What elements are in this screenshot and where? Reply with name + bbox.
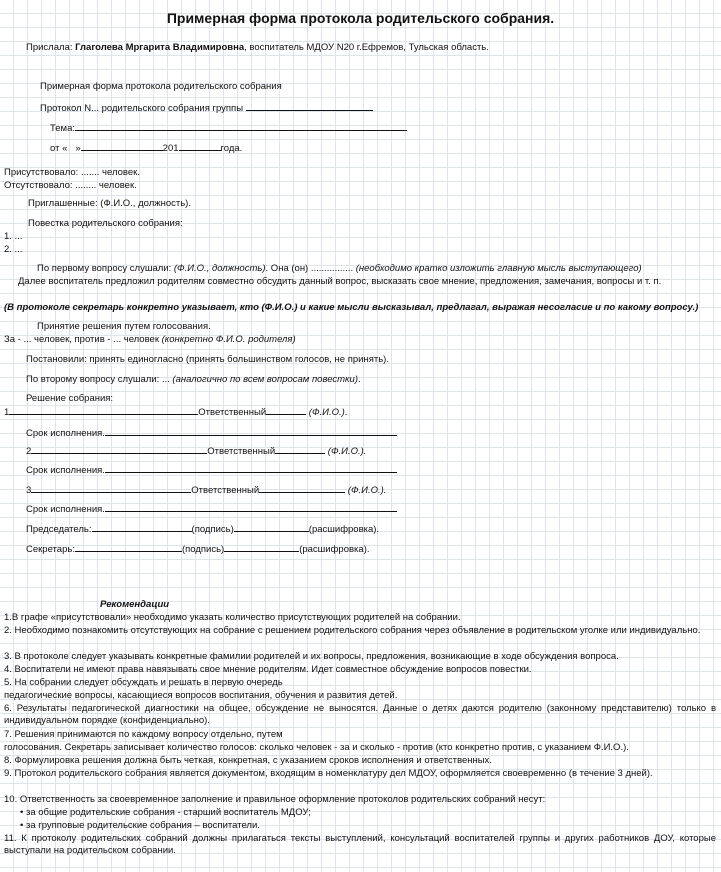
rec-10: 10. Ответственность за своевременное заполнение и правильное оформление протоколов родительских собраний несут: xyxy=(4,794,546,805)
recommendations-heading: Рекомендации xyxy=(100,599,170,610)
group-blank xyxy=(246,101,373,111)
rec-5b: педагогические вопросы, касающиеся вопросов воспитания, обучения и развития детей. xyxy=(4,690,398,701)
rec-1: 1.В графе «присутствовали» необходимо указать количество присутствующих родителей на собрании. xyxy=(4,612,461,623)
date-line xyxy=(50,141,242,155)
date-from: от « xyxy=(50,143,68,154)
theme-line xyxy=(50,121,407,135)
decision-3: 3 Ответственный (Ф.И.О.). xyxy=(26,485,387,496)
second-question: По второму вопросу слушали: ... (аналогично по всем вопросам повестки). xyxy=(26,374,361,385)
rec-3: 3. В протоколе следует указывать конкретные фамилии родителей и их вопросы, предложения, возникающие в ходе обсуждения вопроса. xyxy=(4,651,619,662)
rec-6: 6. Результаты педагогической диагностики на общее, обсуждение не выносятся. Данные о детях даются родителю (законному представителю) только в индивидуальном порядке (конфиденциально). xyxy=(4,703,716,726)
absent-line: Отсутствовало: ........ человек. xyxy=(4,180,137,191)
date-quote: » xyxy=(75,143,81,154)
resolved-line: Постановили: принять единогласно (принять большинством голосов, не принять). xyxy=(26,354,389,365)
agenda-item-1: 1. ... xyxy=(4,231,23,242)
rec-2: 2. Необходимо познакомить отсутствующих на собрание с решением родительского собрания через объявление в родительском уголке или индивидуально. xyxy=(4,625,701,636)
sent-label: Прислала: xyxy=(26,42,73,53)
deadline-1: Срок исполнения. xyxy=(26,426,397,440)
protocol-label: Протокол N... родительского собрания группы xyxy=(40,103,244,114)
first-question-discussion: Далее воспитатель предложил родителям совместно обсудить данный вопрос, высказать свое мнение, предложения, замечания, вопросы и т. п. xyxy=(18,276,662,287)
theme-label: Тема: xyxy=(50,123,76,134)
decision-heading: Решение собрания: xyxy=(26,393,114,404)
rec-11: 11. К протоколу родительских собраний должны прилагаться тексты выступлений, консультаций воспитателей группы и других работников ДОУ, которые выступали на родительском собрании. xyxy=(4,833,716,856)
year-blank xyxy=(179,141,221,151)
decision-2: 2 Ответственный (Ф.И.О.). xyxy=(26,446,367,457)
form-heading: Примерная форма протокола родительского собрания xyxy=(40,81,282,92)
rec-9: 9. Протокол родительского собрания является документом, входящим в номенклатуру дел МДОУ, оформляется своевременно (в течение 3 дней). xyxy=(4,768,653,779)
theme-blank xyxy=(75,121,407,131)
page-title: Примерная форма протокола родительского собрания. xyxy=(166,10,555,26)
author-name: Глаголева Мргарита Владимировна xyxy=(75,42,245,53)
secretary-line: Секретарь: (подпись) (расшифровка). xyxy=(26,544,370,555)
first-question: По первому вопросу слушали: (Ф.И.О., должность). Она (он) ................ (необходимо кратко изложить главную мысль выступающего) xyxy=(37,263,642,274)
rec-10a: • за общие родительские собрания - старший воспитатель МДОУ; xyxy=(20,807,311,818)
agenda-heading: Повестка родительского собрания: xyxy=(28,218,183,229)
date-year: 201 xyxy=(162,143,179,154)
date-blank xyxy=(81,141,163,151)
vote-line: За - ... человек, против - ... человек (конкретно Ф.И.О. родителя) xyxy=(4,334,296,345)
deadline-2: Срок исполнения. xyxy=(26,463,397,477)
present-line: Присутствовало: ....... человек. xyxy=(4,167,140,178)
chairman-line: Председатель: (подпись) (расшифровка). xyxy=(26,524,380,535)
decision-1: 1 Ответственный (Ф.И.О.). xyxy=(4,407,348,418)
rec-10b: • за групповые родительские собрания – воспитатели. xyxy=(20,820,260,831)
agenda-item-2: 2. ... xyxy=(4,244,23,255)
rec-7b: голосования. Секретарь записывает количество голосов: сколько человек - за и сколько - против (кто конкретно против, с указанием Ф.И.О.). xyxy=(4,742,629,753)
deadline-3: Срок исполнения. xyxy=(26,502,397,516)
secretary-note: (В протоколе секретарь конкретно указывает, кто (Ф.И.О.) и какие мысли высказывал, предлагал, выражая несогласие и по какому вопросу.) xyxy=(4,302,699,313)
date-end: года. xyxy=(220,143,243,154)
protocol-line xyxy=(40,101,373,115)
rec-4: 4. Воспитатели не имеют права навязывать свое мнение родителям. Идет совместное обсуждение вопросов повестки. xyxy=(4,664,532,675)
vote-heading: Принятие решения путем голосования. xyxy=(37,321,211,332)
invited-line: Приглашенные: (Ф.И.О., должность). xyxy=(28,198,191,209)
rec-7a: 7. Решения принимаются по каждому вопросу отдельно, путем xyxy=(4,729,283,740)
author-line xyxy=(26,42,489,54)
rec-5a: 5. На собрании следует обсуждать и решать в первую очередь xyxy=(4,677,283,688)
author-info: , воспитатель МДОУ N20 г.Ефремов, Тульская область. xyxy=(244,42,489,53)
rec-8: 8. Формулировка решения должна быть четкая, конкретная, с указанием сроков исполнения и ответственных. xyxy=(4,755,492,766)
